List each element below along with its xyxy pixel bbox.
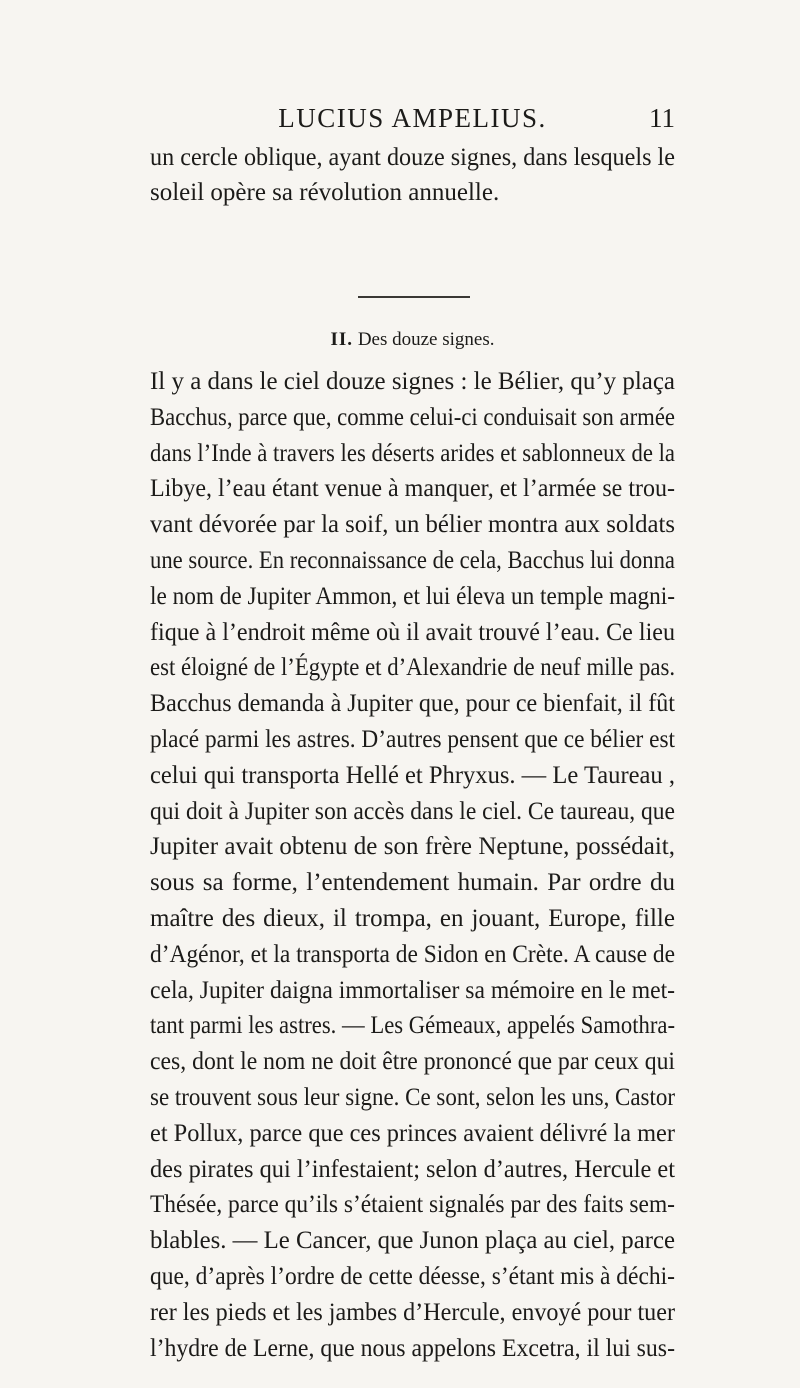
text-line: rer les pieds et les jambes d’Hercule, envoyé pour tuer bbox=[150, 1298, 675, 1326]
running-header bbox=[150, 98, 675, 138]
text-line: sous sa forme, l’entendement humain. Par ordre du bbox=[150, 869, 675, 897]
text-line: est éloigné de l’Égypte et d’Alexandrie de neuf mille pas. bbox=[150, 654, 676, 682]
text-line: maître des dieux, il trompa, en jouant, Europe, fille bbox=[150, 905, 675, 932]
text-line: ces, dont le nom ne doit être prononcé que par ceux qui bbox=[150, 1048, 676, 1076]
text-line: l’hydre de Lerne, que nous appelons Excetra, il lui sus- bbox=[150, 1334, 675, 1362]
text-line: Libye, l’eau étant venue à manquer, et l’armée se trou- bbox=[150, 475, 676, 503]
text-line: Il y a dans le ciel douze signes : le Bélier, qu’y plaça bbox=[150, 368, 676, 395]
section-title: Des douze signes. bbox=[357, 329, 495, 350]
text-line: une source. En reconnaissance de cela, Bacchus lui donna bbox=[150, 547, 675, 574]
running-title: LUCIUS AMPELIUS. bbox=[278, 103, 547, 133]
text-line: dans l’Inde à travers les déserts arides et sablonneux de la bbox=[150, 439, 676, 467]
text-line: Bacchus, parce que, comme celui-ci conduisait son armée bbox=[150, 403, 675, 431]
section-heading bbox=[150, 325, 675, 355]
text-line: qui doit à Jupiter son accès dans le ciel. Ce taureau, que bbox=[150, 797, 676, 825]
text-line: le nom de Jupiter Ammon, et lui éleva un temple magni- bbox=[150, 582, 675, 610]
text-line: d’Agénor, et la transporta de Sidon en Crète. A cause de bbox=[150, 940, 675, 968]
text-line: placé parmi les astres. D’autres pensent que ce bélier est bbox=[150, 726, 675, 753]
text-line: un cercle oblique, ayant douze signes, dans lesquels le bbox=[150, 144, 675, 171]
section-divider bbox=[358, 296, 470, 298]
text-line: Jupiter avait obtenu de son frère Neptune, possédait, bbox=[150, 833, 675, 861]
text-line: se trouvent sous leur signe. Ce sont, selon les uns, Castor bbox=[150, 1084, 676, 1111]
text-line: tant parmi les astres. — Les Gémeaux, appelés Samothra- bbox=[150, 1012, 676, 1040]
text-line: Thésée, parce qu’ils s’étaient signalés par des faits sem- bbox=[150, 1191, 675, 1219]
text-line: cela, Jupiter daigna immortaliser sa mémoire en le met- bbox=[150, 976, 676, 1004]
text-line: soleil opère sa révolution annuelle. bbox=[150, 179, 500, 206]
text-line: et Pollux, parce que ces princes avaient délivré la mer bbox=[150, 1119, 675, 1147]
text-line: des pirates qui l’infestaient; selon d’autres, Hercule et bbox=[150, 1155, 676, 1183]
text-line: Bacchus demanda à Jupiter que, pour ce bienfait, il fût bbox=[150, 690, 676, 718]
text-line: que, d’après l’ordre de cette déesse, s’étant mis à déchi- bbox=[150, 1263, 675, 1290]
section-numeral: II. bbox=[330, 329, 354, 350]
page-number: 11 bbox=[649, 103, 675, 133]
text-line: blables. — Le Cancer, que Junon plaça au ciel, parce bbox=[150, 1227, 675, 1255]
text-line: fique à l’endroit même où il avait trouvé l’eau. Ce lieu bbox=[150, 618, 676, 646]
text-line: celui qui transporta Hellé et Phryxus. — Le Taureau , bbox=[150, 761, 675, 789]
text-line: vant dévorée par la soif, un bélier montra aux soldats bbox=[150, 511, 675, 539]
